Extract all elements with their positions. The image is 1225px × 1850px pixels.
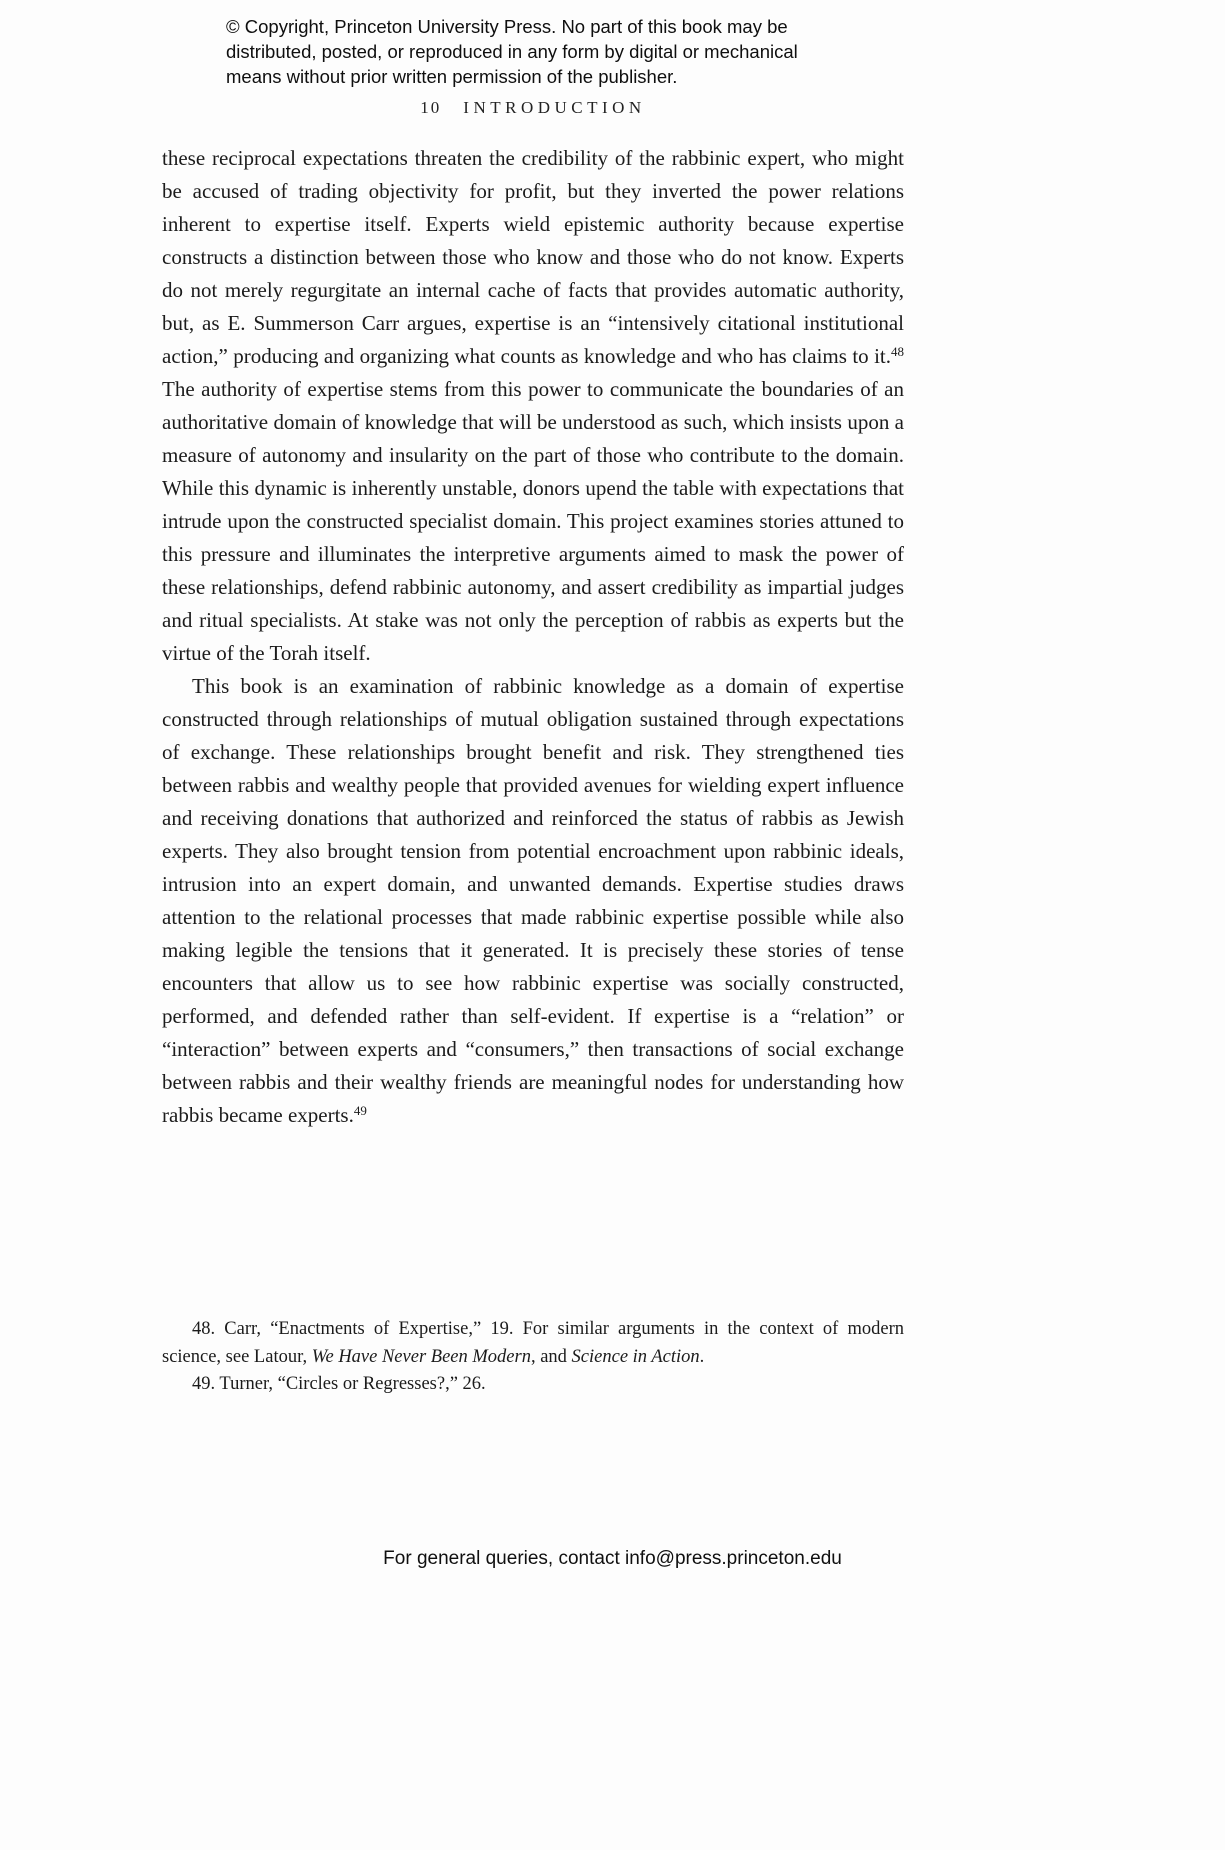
contact-footer: For general queries, contact info@press.princeton.edu [383, 1548, 842, 1569]
footnote-48-book-title-2: Science in Action [571, 1346, 700, 1367]
paragraph-2-text: This book is an examination of rabbinic knowledge as a domain of expertise constructed through relationships of mutual obligation sustained through expectations of exchange. These relationships brought benefit and risk. They strengthened ties between rabbis and wealthy people that provided avenues for wielding expert influence and receiving donations that authorized and reinforced the status of rabbis as Jewish experts. They also brought tension from potential encroachment upon rabbinic ideals, intrusion into an expert domain, and unwanted demands. Expertise studies draws attention to the relational processes that made rabbinic expertise possible while also making legible the tensions that it generated. It is precisely these stories of tense encounters that allow us to see how rabbinic expertise was socially constructed, performed, and defended rather than self-evident. If expertise is a “relation” or “interaction” between experts and “consumers,” then transactions of social exchange between rabbis and their wealthy friends are meaningful nodes for understanding how rabbis became experts. [162, 674, 904, 1127]
footnote-48-text-c: . [699, 1346, 705, 1367]
copyright-notice: © Copyright, Princeton University Press. No part of this book may be distributed, posted, or reproduced in any form by digital or mechanical means without prior written permission of the publisher. [226, 16, 798, 87]
footnote-48-text-a: 48. Carr, “Enactments of Expertise,” 19. For similar arguments in the context of modern science, see Latour, [162, 1319, 904, 1367]
body-text [162, 142, 904, 1132]
paragraph-1-text-a: these reciprocal expectations threaten the credibility of the rabbinic expert, who might be accused of trading objectivity for profit, but they inverted the power relations inherent to expertise itself. Experts wield epistemic authority because expertise constructs a distinction between those who know and those who do not know. Experts do not merely regurgitate an internal cache of facts that provides automatic authority, but, as E. Summerson Carr argues, expertise is an “intensively citational institutional action,” producing and organizing what counts as knowledge and who has claims to it. [162, 146, 904, 368]
footnote-48-book-title-1: We Have Never Been Modern [311, 1346, 531, 1367]
footnote-48 [162, 1316, 904, 1371]
page-header [162, 98, 904, 118]
footnote-49 [162, 1371, 904, 1399]
paragraph-1 [162, 142, 904, 670]
footnote-48-text-b: , and [530, 1346, 572, 1367]
footnotes [162, 1316, 904, 1399]
footnote-ref-49: 49 [353, 1103, 367, 1118]
footnote-49-text: 49. Turner, “Circles or Regresses?,” 26. [192, 1374, 486, 1394]
footnote-ref-48: 48 [891, 344, 904, 359]
paragraph-2 [162, 670, 904, 1132]
paragraph-1-text-b: The authority of expertise stems from this power to communicate the boundaries of an authoritative domain of knowledge that will be understood as such, which insists upon a measure of autonomy and insularity on the part of those who contribute to the domain. While this dynamic is inherently unstable, donors upend the table with expectations that intrude upon the constructed specialist domain. This project examines stories attuned to this pressure and illuminates the interpretive arguments aimed to mask the power of these relationships, defend rabbinic autonomy, and assert credibility as impartial judges and ritual specialists. At stake was not only the perception of rabbis as experts but the virtue of the Torah itself. [162, 377, 904, 665]
page-number: 10 [420, 98, 442, 117]
running-head: INTRODUCTION [463, 98, 646, 117]
